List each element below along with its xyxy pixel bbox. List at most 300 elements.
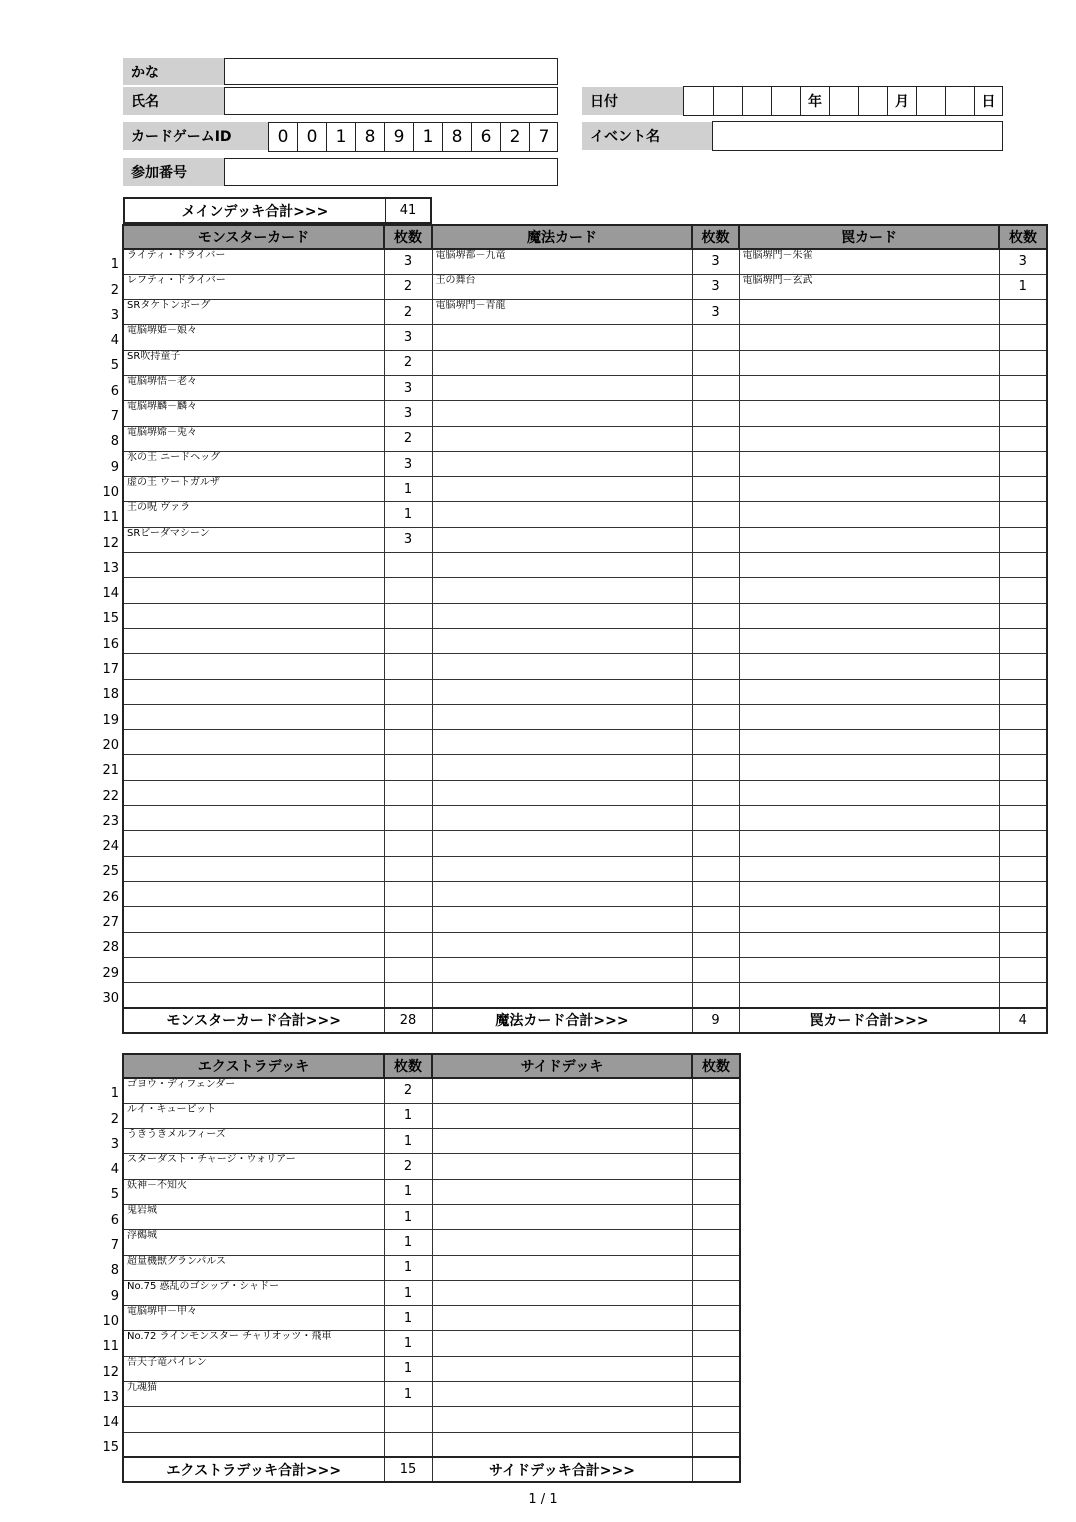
monster-count-cell[interactable] [384,856,432,881]
monster-count-cell[interactable] [384,755,432,780]
monster-name-cell[interactable] [123,755,384,780]
spell-count-header: 枚数 [692,225,739,249]
monster-count-cell[interactable]: 3 [384,451,432,476]
side-name-cell[interactable] [432,1280,692,1305]
side-name-cell[interactable] [432,1382,692,1407]
trap-count-cell[interactable] [999,578,1047,603]
row-number: 15 [102,611,119,627]
monster-name-cell[interactable] [123,806,384,831]
spell-name-cell[interactable]: 電脳堺都－九竜 [432,249,692,274]
spell-name-cell[interactable] [432,375,692,400]
extra-name-cell[interactable]: スターダスト・チャージ・ウォリアー [123,1154,384,1179]
spell-name-cell[interactable] [432,325,692,350]
monster-count-cell[interactable]: 2 [384,350,432,375]
spell-count-cell[interactable] [692,401,739,426]
name-field[interactable] [224,87,558,115]
extra-count-cell[interactable]: 1 [384,1356,432,1381]
side-name-cell[interactable] [432,1179,692,1204]
monster-count-cell[interactable]: 2 [384,426,432,451]
spell-count-cell[interactable] [692,325,739,350]
table-row [123,300,1047,325]
extra-count-cell[interactable]: 1 [384,1204,432,1229]
trap-name-cell[interactable] [739,806,999,831]
spell-count-cell[interactable] [692,553,739,578]
monster-name-cell[interactable] [123,654,384,679]
monster-name-cell[interactable] [123,704,384,729]
extra-count-cell[interactable]: 1 [384,1230,432,1255]
monster-name-cell[interactable] [123,831,384,856]
extra-name-cell[interactable]: ゴヨウ・ディフェンダー [123,1078,384,1103]
trap-name-cell[interactable]: 電脳堺門－玄武 [739,274,999,299]
trap-name-cell[interactable] [739,426,999,451]
monster-name-cell[interactable]: 氷の王 ニードヘッグ [123,451,384,476]
side-name-cell[interactable] [432,1331,692,1356]
side-count-cell[interactable] [692,1103,740,1128]
spell-name-cell[interactable] [432,679,692,704]
trap-name-cell[interactable] [739,907,999,932]
spell-name-cell[interactable] [432,831,692,856]
table-row [123,1306,740,1331]
monster-count-cell[interactable] [384,881,432,906]
monster-count-cell[interactable]: 3 [384,527,432,552]
trap-count-cell[interactable] [999,755,1047,780]
extra-name-cell[interactable]: うきうきメルフィーズ [123,1129,384,1154]
trap-name-cell[interactable] [739,780,999,805]
table-row [123,957,1047,982]
spell-name-cell[interactable] [432,628,692,653]
extra-count-cell[interactable]: 1 [384,1179,432,1204]
side-name-cell[interactable] [432,1306,692,1331]
monster-count-cell[interactable]: 3 [384,249,432,274]
trap-name-cell[interactable] [739,553,999,578]
spell-count-cell[interactable] [692,679,739,704]
row-number: 5 [110,1187,119,1203]
monster-name-cell[interactable]: 電脳堺嫦－兎々 [123,426,384,451]
extra-name-cell[interactable]: 妖神－不知火 [123,1179,384,1204]
trap-name-cell[interactable] [739,300,999,325]
row-number: 13 [102,560,119,576]
table-row [123,1230,740,1255]
monster-count-cell[interactable] [384,704,432,729]
extra-count-cell[interactable] [384,1432,432,1457]
spell-name-cell[interactable] [432,780,692,805]
spell-name-cell[interactable] [432,578,692,603]
monster-count-cell[interactable]: 1 [384,477,432,502]
trap-name-cell[interactable] [739,831,999,856]
extra-count-header: 枚数 [384,1054,432,1078]
monster-count-cell[interactable] [384,806,432,831]
side-count-cell[interactable] [692,1432,740,1457]
extra-name-cell[interactable]: ルイ・キューピット [123,1103,384,1128]
monster-name-cell[interactable]: 虚の王 ウートガルザ [123,477,384,502]
trap-name-cell[interactable] [739,350,999,375]
spell-name-cell[interactable] [432,426,692,451]
row-number: 22 [102,788,119,804]
extra-count-cell[interactable]: 1 [384,1306,432,1331]
monster-name-cell[interactable] [123,578,384,603]
spell-name-cell[interactable] [432,527,692,552]
side-deck-header: サイドデッキ [432,1054,692,1078]
table-row [123,553,1047,578]
monster-name-cell[interactable]: SRタケトンボーグ [123,300,384,325]
side-count-cell[interactable] [692,1204,740,1229]
trap-count-cell[interactable] [999,932,1047,957]
spell-count-cell[interactable] [692,603,739,628]
monster-count-cell[interactable] [384,957,432,982]
monster-name-cell[interactable] [123,856,384,881]
spell-name-cell[interactable] [432,932,692,957]
monster-count-cell[interactable]: 1 [384,502,432,527]
extra-count-cell[interactable]: 1 [384,1129,432,1154]
table-row [123,1129,740,1154]
spell-count-cell[interactable] [692,856,739,881]
trap-name-cell[interactable] [739,527,999,552]
spell-name-cell[interactable] [432,730,692,755]
monster-count-cell[interactable] [384,932,432,957]
monster-name-cell[interactable] [123,932,384,957]
extra-name-cell[interactable]: 浮鵺城 [123,1230,384,1255]
trap-name-cell[interactable] [739,983,999,1008]
monster-count-cell[interactable] [384,983,432,1008]
spell-name-cell[interactable] [432,806,692,831]
trap-count-cell[interactable] [999,350,1047,375]
table-row [123,679,1047,704]
row-number: 7 [110,409,119,425]
kana-label: かな [123,58,224,85]
side-total-label: サイドデッキ合計>>> [432,1457,692,1482]
spell-count-cell[interactable] [692,755,739,780]
trap-count-cell[interactable] [999,856,1047,881]
side-count-cell[interactable] [692,1230,740,1255]
monster-name-cell[interactable] [123,679,384,704]
trap-count-cell[interactable] [999,325,1047,350]
table-row [123,325,1047,350]
spell-name-cell[interactable] [432,881,692,906]
row-number: 14 [102,586,119,602]
monster-name-cell[interactable]: レフティ・ドライバー [123,274,384,299]
spell-count-cell[interactable] [692,704,739,729]
main-deck-table [122,224,1048,1034]
monster-name-cell[interactable]: 電脳堺姫－娘々 [123,325,384,350]
spell-name-cell[interactable] [432,856,692,881]
spell-total-label: 魔法カード合計>>> [432,1008,692,1033]
spell-count-cell[interactable] [692,375,739,400]
trap-count-cell[interactable] [999,957,1047,982]
trap-name-cell[interactable] [739,856,999,881]
trap-count-cell[interactable] [999,300,1047,325]
side-name-cell[interactable] [432,1356,692,1381]
side-name-cell[interactable] [432,1230,692,1255]
extra-name-cell[interactable]: 電脳堺甲－甲々 [123,1306,384,1331]
monster-name-cell[interactable] [123,907,384,932]
trap-count-cell[interactable] [999,806,1047,831]
kana-field[interactable] [224,58,558,85]
table-row [123,983,1047,1008]
side-name-cell[interactable] [432,1255,692,1280]
spell-count-cell[interactable]: 3 [692,300,739,325]
side-count-cell[interactable] [692,1078,740,1103]
extra-deck-header: エクストラデッキ [123,1054,384,1078]
extra-count-cell[interactable]: 1 [384,1331,432,1356]
monster-count-cell[interactable] [384,831,432,856]
spell-count-cell[interactable] [692,957,739,982]
table-row [123,806,1047,831]
spell-name-cell[interactable] [432,957,692,982]
spell-name-cell[interactable]: 電脳堺門－青龍 [432,300,692,325]
id-digit: 6 [471,123,500,151]
spell-name-cell[interactable] [432,477,692,502]
spell-name-cell[interactable] [432,983,692,1008]
spell-count-cell[interactable] [692,907,739,932]
extra-count-cell[interactable]: 2 [384,1078,432,1103]
trap-count-cell[interactable] [999,603,1047,628]
spell-name-cell[interactable] [432,654,692,679]
participant-number-field[interactable] [224,158,558,186]
extra-name-cell[interactable] [123,1407,384,1432]
monster-count-cell[interactable] [384,578,432,603]
extra-name-cell[interactable]: No.72 ラインモンスター チャリオッツ・飛車 [123,1331,384,1356]
trap-name-cell[interactable] [739,502,999,527]
monster-name-cell[interactable]: 王の呪 ヴァラ [123,502,384,527]
spell-count-cell[interactable] [692,806,739,831]
monster-count-cell[interactable] [384,603,432,628]
trap-name-cell[interactable] [739,477,999,502]
monster-name-cell[interactable] [123,780,384,805]
spell-name-cell[interactable] [432,401,692,426]
table-row [123,1179,740,1204]
spell-count-cell[interactable] [692,426,739,451]
spell-name-cell[interactable] [432,553,692,578]
spell-count-cell[interactable] [692,932,739,957]
monster-count-cell[interactable] [384,553,432,578]
row-number: 25 [102,864,119,880]
name-label: 氏名 [123,87,224,115]
trap-count-cell[interactable] [999,477,1047,502]
trap-name-cell[interactable] [739,704,999,729]
trap-count-cell[interactable] [999,730,1047,755]
trap-name-cell[interactable] [739,375,999,400]
row-number: 8 [110,434,119,450]
table-row [123,628,1047,653]
trap-count-cell[interactable] [999,780,1047,805]
monster-count-cell[interactable]: 3 [384,401,432,426]
row-number: 27 [102,915,119,931]
side-count-cell[interactable] [692,1306,740,1331]
extra-count-cell[interactable]: 1 [384,1255,432,1280]
extra-count-cell[interactable]: 1 [384,1103,432,1128]
side-name-cell[interactable] [432,1078,692,1103]
spell-name-cell[interactable]: 王の舞台 [432,274,692,299]
trap-count-cell[interactable] [999,628,1047,653]
trap-name-cell[interactable] [739,578,999,603]
id-digit: 8 [442,123,471,151]
table-row [123,401,1047,426]
trap-count-cell[interactable]: 3 [999,249,1047,274]
side-count-cell[interactable] [692,1356,740,1381]
extra-name-cell[interactable]: No.75 惑乱のゴシップ・シャドー [123,1280,384,1305]
card-game-id-field[interactable] [268,122,558,152]
trap-total-label: 罠カード合計>>> [739,1008,999,1033]
trap-count-cell[interactable] [999,451,1047,476]
monster-count-header: 枚数 [384,225,432,249]
trap-name-cell[interactable]: 電脳堺門－朱雀 [739,249,999,274]
spell-name-cell[interactable] [432,704,692,729]
spell-count-cell[interactable] [692,730,739,755]
spell-name-cell[interactable] [432,755,692,780]
side-count-cell[interactable] [692,1154,740,1179]
trap-count-cell[interactable] [999,831,1047,856]
monster-name-cell[interactable] [123,881,384,906]
monster-count-cell[interactable] [384,780,432,805]
row-number: 3 [110,307,119,323]
spell-name-cell[interactable] [432,502,692,527]
spell-name-cell[interactable] [432,350,692,375]
row-number: 18 [102,687,119,703]
trap-count-cell[interactable] [999,527,1047,552]
trap-count-cell[interactable] [999,907,1047,932]
side-count-cell[interactable] [692,1129,740,1154]
trap-name-cell[interactable] [739,401,999,426]
trap-count-cell[interactable] [999,983,1047,1008]
trap-name-cell[interactable] [739,730,999,755]
trap-name-cell[interactable] [739,325,999,350]
trap-count-cell[interactable]: 1 [999,274,1047,299]
side-count-cell[interactable] [692,1331,740,1356]
extra-count-cell[interactable]: 1 [384,1382,432,1407]
side-count-cell[interactable] [692,1255,740,1280]
side-count-cell[interactable] [692,1407,740,1432]
extra-name-cell[interactable] [123,1432,384,1457]
spell-count-cell[interactable]: 3 [692,249,739,274]
table-row [123,1356,740,1381]
monster-name-cell[interactable]: SRビーダマシーン [123,527,384,552]
row-number: 21 [102,763,119,779]
page-number: 1 / 1 [528,1492,558,1507]
trap-name-cell[interactable] [739,957,999,982]
monster-name-cell[interactable]: 電脳堺悟－老々 [123,375,384,400]
monster-name-cell[interactable] [123,603,384,628]
spell-count-cell[interactable] [692,451,739,476]
extra-count-cell[interactable] [384,1407,432,1432]
main-deck-total-label: メインデッキ合計>>> [125,199,386,222]
date-field[interactable] [683,86,1003,116]
spell-count-cell[interactable] [692,578,739,603]
side-name-cell[interactable] [432,1432,692,1457]
spell-count-cell[interactable] [692,628,739,653]
monster-name-cell[interactable]: 電脳堺麟－麟々 [123,401,384,426]
extra-name-cell[interactable]: 告天子竜パイレン [123,1356,384,1381]
event-name-field[interactable] [712,121,1003,151]
spell-name-cell[interactable] [432,603,692,628]
extra-count-cell[interactable]: 1 [384,1280,432,1305]
extra-name-cell[interactable]: 九魂猫 [123,1382,384,1407]
trap-count-cell[interactable] [999,401,1047,426]
monster-name-cell[interactable]: SR吹持童子 [123,350,384,375]
spell-card-header: 魔法カード [432,225,692,249]
monster-name-cell[interactable] [123,957,384,982]
monster-count-cell[interactable]: 2 [384,300,432,325]
trap-count-cell[interactable] [999,881,1047,906]
extra-name-cell[interactable]: 超量機獣グランパルス [123,1255,384,1280]
monster-count-cell[interactable]: 2 [384,274,432,299]
row-number: 10 [102,1313,119,1329]
trap-count-cell[interactable] [999,426,1047,451]
monster-name-cell[interactable] [123,628,384,653]
side-name-cell[interactable] [432,1407,692,1432]
monster-count-cell[interactable]: 3 [384,325,432,350]
trap-count-cell[interactable] [999,679,1047,704]
side-count-cell[interactable] [692,1280,740,1305]
spell-name-cell[interactable] [432,907,692,932]
trap-count-cell[interactable] [999,375,1047,400]
spell-count-cell[interactable] [692,831,739,856]
id-digit: 0 [268,123,297,151]
monster-count-cell[interactable] [384,654,432,679]
trap-count-cell[interactable] [999,654,1047,679]
participant-number-label: 参加番号 [123,158,224,186]
trap-name-cell[interactable] [739,755,999,780]
table-row [123,578,1047,603]
spell-count-cell[interactable] [692,527,739,552]
side-count-cell[interactable] [692,1179,740,1204]
side-name-cell[interactable] [432,1154,692,1179]
spell-count-cell[interactable] [692,983,739,1008]
side-count-cell[interactable] [692,1382,740,1407]
id-digit: 7 [529,123,558,151]
spell-count-cell[interactable] [692,881,739,906]
row-number: 1 [110,1086,119,1102]
spell-name-cell[interactable] [432,451,692,476]
table-row [123,1382,740,1407]
monster-name-cell[interactable] [123,553,384,578]
trap-count-cell[interactable] [999,553,1047,578]
monster-count-cell[interactable] [384,730,432,755]
extra-name-cell[interactable]: 鬼岩城 [123,1204,384,1229]
side-name-cell[interactable] [432,1103,692,1128]
extra-count-cell[interactable]: 2 [384,1154,432,1179]
spell-count-cell[interactable] [692,350,739,375]
trap-name-cell[interactable] [739,654,999,679]
monster-name-cell[interactable] [123,983,384,1008]
trap-name-cell[interactable] [739,603,999,628]
id-digit: 2 [500,123,529,151]
trap-name-cell[interactable] [739,451,999,476]
table-row [123,780,1047,805]
monster-count-cell[interactable] [384,679,432,704]
main-deck-total-value: 41 [399,203,417,218]
spell-count-cell[interactable] [692,780,739,805]
trap-count-cell[interactable] [999,704,1047,729]
spell-count-cell[interactable] [692,654,739,679]
monster-name-cell[interactable] [123,730,384,755]
monster-count-cell[interactable] [384,628,432,653]
spell-count-cell[interactable] [692,477,739,502]
monster-count-cell[interactable]: 3 [384,375,432,400]
trap-name-cell[interactable] [739,932,999,957]
spell-count-cell[interactable]: 3 [692,274,739,299]
trap-count-cell[interactable] [999,502,1047,527]
spell-count-cell[interactable] [692,502,739,527]
side-name-cell[interactable] [432,1129,692,1154]
trap-name-cell[interactable] [739,679,999,704]
monster-name-cell[interactable]: ライティ・ドライバー [123,249,384,274]
trap-name-cell[interactable] [739,881,999,906]
side-name-cell[interactable] [432,1204,692,1229]
trap-name-cell[interactable] [739,628,999,653]
row-number: 23 [102,813,119,829]
row-number: 5 [110,358,119,374]
monster-count-cell[interactable] [384,907,432,932]
